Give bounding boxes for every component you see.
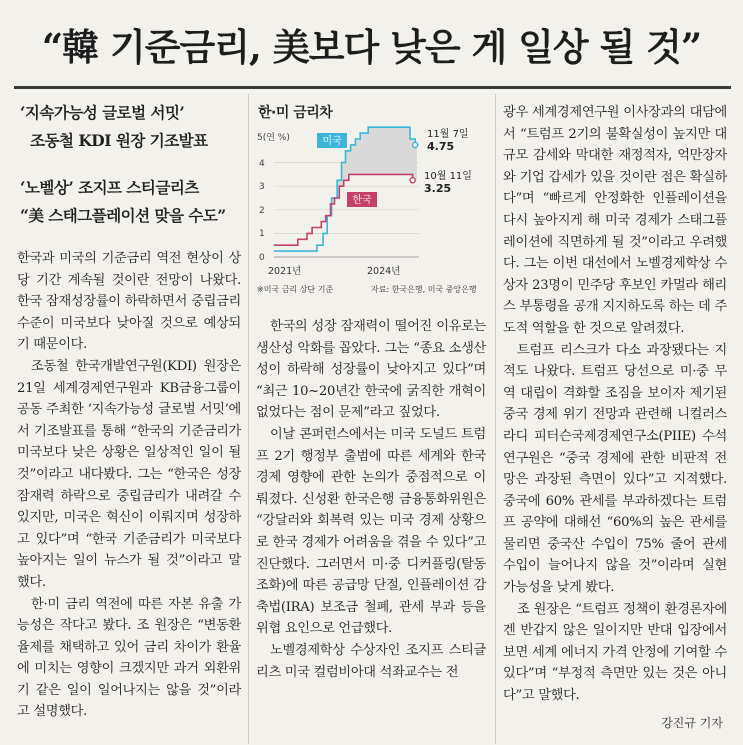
paragraph: 한국의 성장 잠재력이 떨어진 이유로는 생산성 악화를 꼽았다. 그는 “종요 소생산성이 하락해 성장률이 낮아지고 있다”며 “최근 10~20년간 한국에 굵직한 개혁이 없었다는 점이 문제”라고 짚었다. xyxy=(256,319,486,421)
subheadline-line: ‘지속가능성 글로벌 서밋’ xyxy=(20,103,185,122)
paragraph: 한·미 금리 역전에 따른 자본 유출 가능성은 작다고 봤다. 조 원장은 “변동환율제를 채택하고 있어 금리 차이가 환율에 미치는 영향이 크겠지만 과거 외환위기 같은 일이 일어나지는 않을 것”이라고 설명했다. xyxy=(17,596,241,720)
y-tick-label: 1 xyxy=(259,229,265,239)
chart-title: 한·미 금리차 xyxy=(258,105,333,121)
paragraph: 조동철 한국개발연구원(KDI) 원장은 21일 세계경제연구원과 KB금융그룹이 공동 주최한 ‘지속가능성 글로벌 서밋’에서 기조발표를 통해 “한국의 기준금리가 미국보다 낮은 상황은 일상적인 일이 될 것”이라고 내다봤다. 그는 “한국은 성장 잠재력 하락으로 중립금리가 내려갈 수 있지만, 미국은 혁신이 이뤄지며 성장하고 있다”며 “한국 기준금리가 미국보다 높아지는 일이 뉴스가 될 것”이라고 말했다. xyxy=(17,358,241,590)
y-tick-label: 0 xyxy=(259,253,265,263)
chart-footnote: ※미국 금리 상단 기준 xyxy=(257,285,334,294)
subheadline-line: 조동철 KDI 원장 기조발표 xyxy=(30,131,208,150)
article-column-2 xyxy=(256,316,486,683)
headline: “韓 기준금리, 美보다 낮은 게 일상 될 것” xyxy=(41,25,702,69)
paragraph: 한국과 미국의 기준금리 역전 현상이 상당 기간 계속될 것이란 전망이 나왔다. 한국 잠재성장률이 하락하면서 중립금리 수준이 미국보다 낮아질 것으로 예상되기 때문이다. xyxy=(17,251,241,353)
paragraph: 광우 세계경제연구원 이사장과의 대담에서 “트럼프 2기의 불확실성이 높지만 대규모 감세와 막대한 재정적자, 억만장자와 기업 갑세가 있을 것이란 점은 확실하다”며 “빠르게 안정화한 인플레이션을 다시 높아지게 해 미국 경제가 스태그플레이션에 직면하게 될 것”이라고 우려했다. 그는 이번 대선에서 노벨경제학상 수상자 23명이 민주당 후보인 카멀라 해리스 부통령을 공개 지지하도록 하는 데 주도적 역할을 한 것으로 알려졌다. xyxy=(503,105,727,336)
chart-unit-label: 5(연 %) xyxy=(257,133,290,143)
us-end-date: 11월 7일 xyxy=(427,129,469,140)
article-column-3 xyxy=(503,102,727,707)
subheadline-group-1 xyxy=(20,99,242,155)
x-tick-label: 2021년 xyxy=(268,266,302,277)
legend-kr-label: 한국 xyxy=(352,195,372,206)
kr-end-marker xyxy=(410,178,415,183)
chart-plot xyxy=(254,102,488,302)
subheadline-line: “美 스태그플레이션 맞을 수도” xyxy=(20,206,226,225)
column-divider-1 xyxy=(248,94,249,744)
kr-end-date: 10월 11일 xyxy=(424,171,472,182)
subheadline-line: ‘노벨상’ 조지프 스티글리츠 xyxy=(20,178,199,197)
legend-us-label: 미국 xyxy=(322,136,342,147)
chart-source: 자료: 한국은행, 미국 중앙은행 xyxy=(371,285,477,294)
byline: 강진규 기자 xyxy=(661,716,723,730)
us-end-value: 4.75 xyxy=(427,140,455,153)
headline-rule xyxy=(14,86,731,89)
rate-gap-chart xyxy=(254,102,488,302)
paragraph: 노벨경제학상 수상자인 조지프 스티글리츠 미국 컬럼비아대 석좌교수는 전 xyxy=(256,642,486,680)
subheadline-group-2 xyxy=(20,174,242,230)
x-tick-label: 2024년 xyxy=(367,266,401,277)
us-end-marker xyxy=(413,142,418,147)
article-column-1 xyxy=(17,248,241,723)
y-tick-label: 3 xyxy=(259,182,265,192)
paragraph: 이날 콘퍼런스에서는 미국 도널드 트럼프 2기 행정부 출범에 따른 세계와 한국 경제 영향에 관한 논의가 중점적으로 이뤄졌다. 신성환 한국은행 금융통화위원은 “강달러와 회복력 있는 미국 경제 상황으로 한국 경제가 어려움을 겪을 수 있다”고 진단했다. 그러면서 미·중 디커플링(탈동조화)에 따른 공급망 단절, 인플레이션 감축법(IRA) 보조금 철폐, 관세 부과 등을 위협 요인으로 언급했다. xyxy=(256,426,486,637)
column-divider-2 xyxy=(495,94,496,744)
y-tick-label: 4 xyxy=(259,159,265,169)
y-tick-label: 2 xyxy=(259,206,265,216)
paragraph: 조 원장은 “트럼프 정책이 환경론자에겐 반갑지 않은 일이지만 반대 입장에서 보면 세계 에너지 가격 안정에 기여할 수 있다”며 “부정적 측면만 있는 것은 아니다”고 말했다. xyxy=(503,601,727,704)
paragraph: 트럼프 리스크가 다소 과장됐다는 지적도 나왔다. 트럼프 당선으로 미·중 무역 대립이 격화할 조짐을 보이자 제기된 중국 경제 위기 전망과 관련해 니컬러스 라디 피터슨국제경제연구소(PIIE) 수석연구원은 “중국 경제에 관한 비판적 전망은 과장된 측면이 있다”고 지적했다. 중국에 60% 관세를 부과하겠다는 트럼프 공약에 대해선 “60%의 높은 관세를 물리면 중국산 수입이 75% 줄어 관세 수입이 늘어나지 않을 것”이라며 실현 가능성을 낮게 봤다. xyxy=(503,342,727,596)
kr-end-value: 3.25 xyxy=(424,182,452,195)
